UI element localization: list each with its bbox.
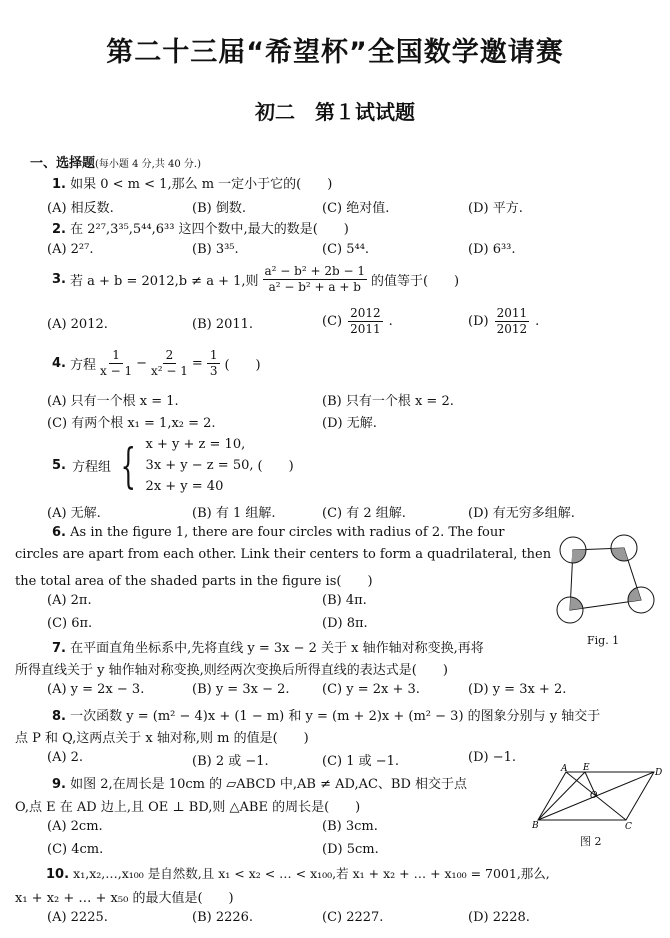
fraction	[151, 348, 188, 379]
fraction-numerator: 2	[163, 348, 177, 364]
fraction-numerator: 1	[109, 348, 123, 364]
question-line: x₁,x₂,…,x₁₀₀ 是自然数,且 x₁ < x₂ < … < x₁₀₀,若 x₁ + x₂ + … + x₁₀₀ = 7001,那么,	[73, 866, 550, 881]
question-6	[52, 525, 504, 540]
option-a[interactable]: (A) 2²⁷.	[47, 242, 94, 257]
question-number: 4.	[52, 356, 66, 371]
question-line: x₁ + x₂ + … + x₅₀ 的最大值是( )	[15, 891, 234, 906]
option-b[interactable]: (B) 有 1 组解.	[192, 506, 276, 521]
question-number: 2.	[52, 222, 66, 237]
option-b[interactable]: (B) 4π.	[322, 593, 367, 608]
option-c[interactable]: (C) 有 2 组解.	[322, 506, 406, 521]
brace: {	[120, 437, 136, 494]
question-stem-post: ( )	[224, 358, 261, 373]
option-a[interactable]: (A) 2012.	[47, 317, 108, 332]
option-a[interactable]: (A) 只有一个根 x = 1.	[47, 394, 179, 409]
question-number: 5.	[52, 458, 66, 473]
equation: 2x + y = 40	[145, 479, 224, 494]
question-line: 所得直线关于 y 轴作轴对称变换,则经两次变换后所得直线的表达式是( )	[15, 663, 448, 678]
question-number: 1.	[52, 177, 66, 192]
option-b[interactable]: (B) 2011.	[192, 317, 254, 332]
question-line: 点 P 和 Q,这两点关于 x 轴对称,则 m 的值是( )	[15, 731, 309, 746]
question-line: 一次函数 y = (m² − 4)x + (1 − m) 和 y = (m + 2)x + (m² − 3) 的图象分别与 y 轴交于	[70, 709, 601, 724]
figure-2-parallelogram	[530, 762, 662, 830]
option-c[interactable]: (C) 4cm.	[47, 842, 104, 857]
question-number: 6.	[52, 525, 66, 540]
fraction-numerator: a² − b² + 2b − 1	[264, 264, 365, 278]
fraction-denominator: 2011	[350, 322, 381, 336]
option-d[interactable]: (D) 有无穷多组解.	[468, 506, 575, 521]
question-stem: 在 2²⁷,3³⁵,5⁴⁴,6³³ 这四个数中,最大的数是( )	[70, 222, 349, 237]
section-title: 一、选择题	[30, 156, 96, 171]
fraction	[100, 348, 132, 379]
question-stem-post: ( )	[257, 459, 294, 474]
fraction-numerator: 2011	[496, 306, 528, 320]
option-c[interactable]: (C) 6π.	[47, 616, 93, 631]
option-d[interactable]: (D) −1.	[468, 750, 516, 765]
question-line: O,点 E 在 AD 边上,且 OE ⊥ BD,则 △ABE 的周长是( )	[15, 800, 361, 815]
question-number: 7.	[52, 641, 66, 656]
question-7	[52, 637, 484, 656]
option-d[interactable]: (D) 2228.	[468, 910, 530, 925]
option-a[interactable]: (A) 2cm.	[47, 819, 103, 834]
fraction	[207, 348, 221, 379]
option-d[interactable]: (D) y = 3x + 2.	[468, 682, 567, 697]
option-a[interactable]: (A) y = 2x − 3.	[47, 682, 145, 697]
fraction-numerator: 1	[207, 348, 221, 364]
equation-system	[146, 434, 254, 497]
option-b[interactable]: (B) 2226.	[192, 910, 254, 925]
question-2	[52, 218, 349, 237]
question-8	[52, 705, 600, 724]
exam-title: 第二十三届“希望杯”全国数学邀请赛	[106, 37, 564, 68]
point-label-e: E	[583, 763, 590, 773]
point-label-c: C	[625, 822, 632, 830]
question-stem-pre: 方程	[69, 358, 96, 373]
option-c[interactable]: (C) 5⁴⁴.	[322, 242, 370, 257]
question-number: 3.	[52, 272, 66, 287]
question-number: 10.	[46, 867, 70, 882]
fraction	[348, 306, 383, 337]
figure-2-caption: 图 2	[580, 835, 602, 848]
question-line: As in the figure 1, there are four circles with radius of 2. The four	[70, 525, 505, 540]
option-a[interactable]: (A) 2π.	[47, 593, 92, 608]
option-a[interactable]: (A) 相反数.	[47, 201, 114, 216]
fraction	[263, 264, 367, 295]
option-c[interactable]: (C) 1 或 −1.	[322, 754, 400, 769]
question-stem-pre: 若 a + b = 2012,b ≠ a + 1,则	[69, 274, 259, 289]
question-10	[46, 864, 550, 882]
option-b[interactable]: (B) 2 或 −1.	[192, 754, 269, 769]
option-a[interactable]: (A) 2.	[47, 750, 84, 765]
fraction-numerator: 2012	[350, 306, 381, 320]
question-1	[52, 173, 332, 192]
fraction-denominator: x − 1	[100, 364, 133, 378]
option-d[interactable]: (D) 6³³.	[468, 242, 516, 257]
option-b[interactable]: (B) 3³⁵.	[192, 242, 239, 257]
question-stem: 如果 0 < m < 1,那么 m 一定小于它的( )	[70, 177, 333, 192]
option-b[interactable]: (B) y = 3x − 2.	[192, 682, 290, 697]
option-b[interactable]: (B) 3cm.	[322, 819, 378, 834]
fraction-denominator: 2012	[496, 322, 528, 336]
exam-subtitle: 初二 第１试试题	[255, 100, 415, 124]
option-d[interactable]: (D) 5cm.	[322, 842, 379, 857]
option-c[interactable]: (C) 有两个根 x₁ = 1,x₂ = 2.	[47, 416, 216, 431]
option-d[interactable]: (D) 平方.	[468, 201, 523, 216]
question-number: 8.	[52, 709, 66, 724]
option-c[interactable]: (C) $\frac{2012}{2011}$ .	[322, 306, 393, 336]
equation: 3x + y − z = 50,	[145, 458, 254, 473]
option-d[interactable]: (D) 无解.	[322, 416, 377, 431]
point-label-b: B	[532, 821, 539, 830]
question-number: 9.	[52, 777, 66, 792]
option-b[interactable]: (B) 倒数.	[192, 201, 246, 216]
section-note: (每小题 4 分,共 40 分.)	[95, 159, 201, 170]
option-d[interactable]: (D) 8π.	[322, 616, 368, 631]
option-b[interactable]: (B) 只有一个根 x = 2.	[322, 394, 454, 409]
option-a[interactable]: (A) 无解.	[47, 506, 101, 521]
fraction	[495, 306, 530, 337]
equation: x + y + z = 10,	[145, 437, 246, 452]
figure-1-circles-quadrilateral	[548, 530, 660, 630]
question-stem-post: 的值等于( )	[370, 274, 460, 289]
option-c[interactable]: (C) y = 2x + 3.	[322, 682, 420, 697]
section-heading	[30, 152, 201, 171]
question-line: the total area of the shaded parts in the figure is( )	[15, 574, 373, 589]
question-line: 如图 2,在周长是 10cm 的 ▱ABCD 中,AB ≠ AD,AC、BD 相交于点	[70, 777, 468, 792]
question-3	[52, 264, 459, 295]
fraction-denominator: a² − b² + a + b	[268, 280, 361, 294]
question-line: 在平面直角坐标系中,先将直线 y = 3x − 2 关于 x 轴作轴对称变换,再将	[70, 641, 484, 656]
option-label: (C)	[322, 314, 343, 329]
question-line: circles are apart from each other. Link their centers to form a quadrilateral, then	[15, 547, 552, 562]
option-c[interactable]: (C) 绝对值.	[322, 201, 390, 216]
question-5	[52, 434, 294, 497]
equals-sign: =	[191, 356, 203, 371]
option-d[interactable]: (D) $\frac{2011}{2012}$ .	[468, 306, 540, 336]
point-label-o: O	[590, 791, 598, 801]
figure-1-caption: Fig. 1	[587, 634, 620, 647]
option-a[interactable]: (A) 2225.	[47, 910, 108, 925]
fraction-denominator: x² − 1	[151, 364, 188, 378]
point-label-a: A	[561, 764, 568, 774]
point-label-d: D	[655, 768, 662, 778]
option-label: (D)	[468, 314, 489, 329]
minus-sign: −	[136, 356, 147, 371]
fraction-denominator: 3	[209, 364, 218, 378]
question-4	[52, 348, 261, 379]
question-9	[52, 773, 467, 792]
option-c[interactable]: (C) 2227.	[322, 910, 384, 925]
question-stem-pre: 方程组	[71, 460, 111, 475]
